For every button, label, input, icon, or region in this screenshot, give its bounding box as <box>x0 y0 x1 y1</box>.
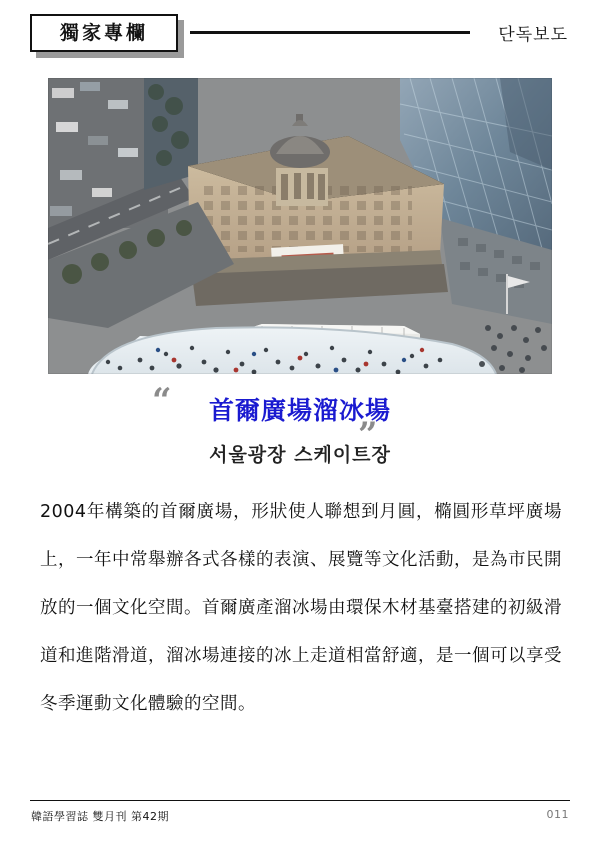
photo-caption-block <box>0 382 600 470</box>
footer-publication-info: 韓語學習誌 雙月刊 第42期 <box>31 810 169 823</box>
page-subtitle-korean: 서울광장 스케이트장 <box>209 444 391 466</box>
header-divider-rule <box>190 31 470 34</box>
seoul-plaza-ice-rink-aerial-photo <box>48 78 552 374</box>
article-body: 2004年構築的首爾廣場，形狀使人聯想到月圓，橢圓形草坪廣場上，一年中常舉辦各式各樣的表演、展覽等文化活動，是為市民開放的一個文化空間。首爾廣產溜冰場由環保木材基臺搭建的初級滑道和進階滑道，溜冰場連接的冰上走道相當舒適，是一個可以享受冬季運動文化體驗的空間。 <box>40 502 562 714</box>
header-tag-box <box>30 14 178 52</box>
page-title: 首爾廣場溜冰場 <box>208 396 391 425</box>
quote-open-mark: “ <box>152 381 172 421</box>
header-korean-label: 단독보도 <box>498 25 568 45</box>
footer-divider <box>30 800 570 801</box>
page-header <box>0 14 600 56</box>
photo-illustration <box>48 78 552 374</box>
quote-close-mark: ” <box>358 415 378 455</box>
footer-page-number: 011 <box>546 808 569 821</box>
header-tag-label: 獨家專欄 <box>59 22 148 44</box>
